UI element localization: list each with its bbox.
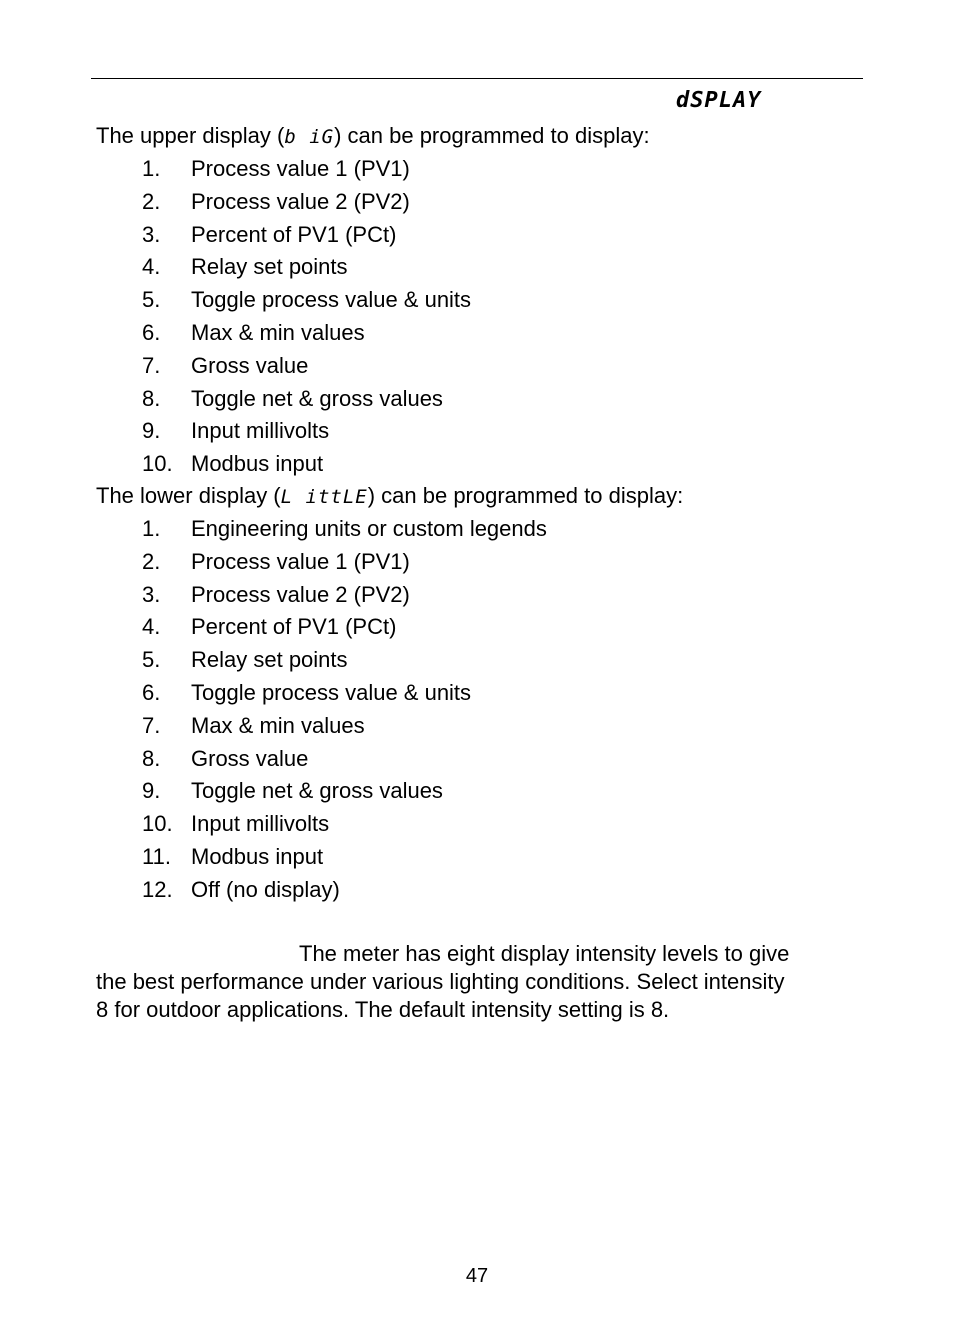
item-text: Max & min values <box>191 712 365 738</box>
upper-intro-after: ) can be programmed to display: <box>334 123 650 148</box>
upper-intro-before: The upper display ( <box>96 123 285 148</box>
item-text: Gross value <box>191 745 309 771</box>
item-number: 7. <box>142 712 161 738</box>
item-number: 7. <box>142 352 161 378</box>
item-number: 8. <box>142 745 161 771</box>
item-text: Process value 2 (PV2) <box>191 581 410 607</box>
item-number: 8. <box>142 385 161 411</box>
item-text: Modbus input <box>191 843 324 869</box>
item-text: Toggle net & gross values <box>191 385 443 411</box>
item-text: Process value 2 (PV2) <box>191 188 410 214</box>
item-number: 9. <box>142 418 161 444</box>
item-number: 11. <box>142 843 171 869</box>
item-text: Toggle process value & units <box>191 679 472 705</box>
item-number: 12. <box>142 876 173 902</box>
item-number: 1. <box>142 156 161 181</box>
item-number: 6. <box>142 319 161 345</box>
intensity-paragraph <box>96 940 856 1024</box>
item-number: 3. <box>142 221 161 247</box>
item-text: Engineering units or custom legends <box>191 516 547 541</box>
upper-display-intro <box>96 121 650 152</box>
lower-display-intro <box>96 481 683 512</box>
lower-intro-before: The lower display ( <box>96 483 281 508</box>
item-text: Toggle process value & units <box>191 287 472 313</box>
item-text: Max & min values <box>191 319 365 345</box>
item-number: 4. <box>142 254 161 280</box>
item-number: 2. <box>142 548 161 574</box>
item-text: Relay set points <box>191 647 348 673</box>
item-number: 1. <box>142 516 161 541</box>
item-number: 5. <box>142 647 161 673</box>
item-number: 3. <box>142 581 161 607</box>
item-text: Gross value <box>191 352 309 378</box>
intensity-line-2: the best performance under various lighting conditions. Select intensity <box>96 969 785 994</box>
item-number: 5. <box>142 287 161 313</box>
lower-display-code: L ittLE <box>280 486 368 508</box>
page-number: 47 <box>465 1265 489 1287</box>
item-text: Input millivolts <box>191 418 330 444</box>
item-number: 6. <box>142 679 161 705</box>
item-text: Percent of PV1 (PCt) <box>191 221 397 247</box>
item-text: Modbus input <box>191 451 324 477</box>
item-text: Off (no display) <box>191 876 340 902</box>
item-number: 9. <box>142 778 161 804</box>
item-number: 4. <box>142 614 161 640</box>
item-number: 2. <box>142 188 161 214</box>
item-text: Process value 1 (PV1) <box>191 156 410 181</box>
header-rule <box>91 78 863 79</box>
item-text: Process value 1 (PV1) <box>191 548 410 574</box>
item-number: 10. <box>142 811 173 837</box>
item-text: Input millivolts <box>191 811 330 837</box>
item-text: Relay set points <box>191 254 348 280</box>
display-menu-code: dSPLAY <box>676 88 762 113</box>
item-text: Percent of PV1 (PCt) <box>191 614 397 640</box>
intensity-line-1: The meter has eight display intensity levels to give <box>299 941 790 966</box>
lower-intro-after: ) can be programmed to display: <box>367 483 684 508</box>
item-number: 10. <box>142 451 173 477</box>
item-text: Toggle net & gross values <box>191 778 443 804</box>
intensity-line-3: 8 for outdoor applications. The default intensity setting is 8. <box>96 997 670 1022</box>
upper-display-code: b iG <box>284 126 335 148</box>
